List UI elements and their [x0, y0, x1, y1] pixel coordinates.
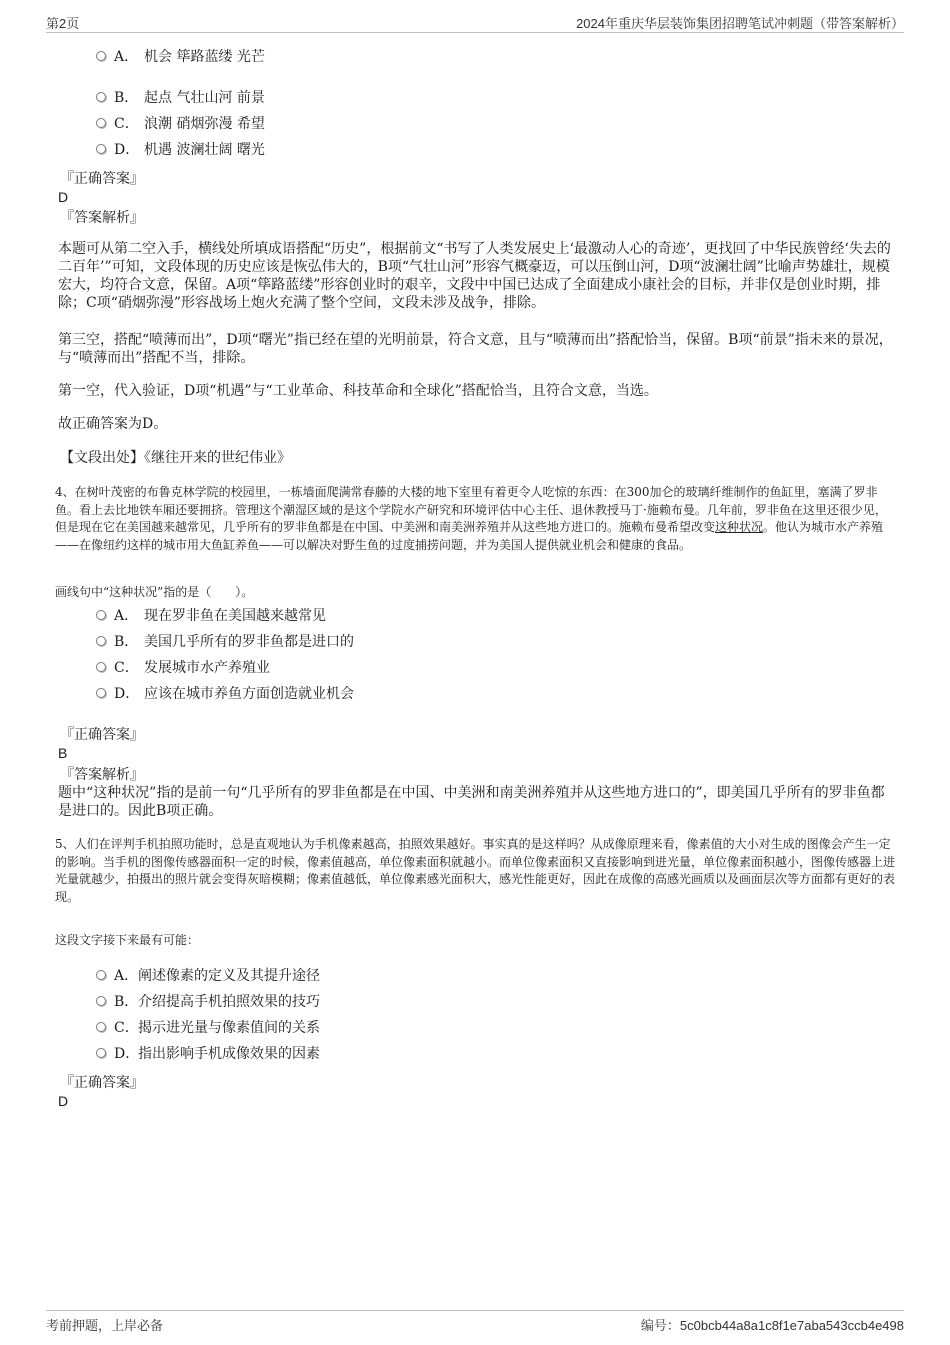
radio-icon[interactable] [96, 51, 106, 61]
footer-slogan: 考前押题，上岸必备 [46, 1318, 164, 1333]
q5-answer-label: 『正确答案』 [60, 1074, 144, 1090]
page-footer [46, 1310, 904, 1333]
q3-answer-label: 『正确答案』 [60, 170, 144, 186]
radio-icon[interactable] [96, 688, 106, 698]
q5-prompt: 这段文字接下来最有可能： [55, 933, 200, 947]
q4-option-a[interactable]: A． 现在罗非鱼在美国越来越常见 [96, 606, 326, 626]
document-id: 编号：5c0bcb44a8a1c8f1e7aba543ccb4e498 [640, 1318, 904, 1333]
radio-icon[interactable] [96, 1048, 106, 1058]
radio-icon[interactable] [96, 92, 106, 102]
q4-option-d[interactable]: D． 应该在城市养鱼方面创造就业机会 [96, 684, 354, 704]
q3-analysis-label: 『答案解析』 [60, 209, 144, 225]
q3-source: 【文段出处】《继往开来的世纪伟业》 [60, 450, 291, 466]
q4-answer: B [58, 745, 68, 761]
q3-analysis-paragraph: 故正确答案为D。 [58, 416, 168, 432]
q4-analysis-label: 『答案解析』 [60, 766, 144, 782]
q3-analysis-paragraph: 第一空，代入验证，D项“机遇”与“工业革命、科技革命和全球化”搭配恰当，且符合文意，当选。 [58, 383, 658, 399]
radio-icon[interactable] [96, 662, 106, 672]
radio-icon[interactable] [96, 610, 106, 620]
q3-option-c[interactable]: C． 浪潮 硝烟弥漫 希望 [96, 114, 265, 134]
radio-icon[interactable] [96, 970, 106, 980]
q3-option-a[interactable]: A． 机会 筚路蓝缕 光芒 [96, 47, 265, 67]
underlined-phrase: 这种状况 [715, 520, 764, 534]
q3-option-d[interactable]: D． 机遇 波澜壮阔 曙光 [96, 140, 265, 160]
q5-option-c[interactable]: C．揭示进光量与像素值间的关系 [96, 1018, 320, 1038]
radio-icon[interactable] [96, 636, 106, 646]
q3-analysis-paragraph: 第三空，搭配“喷薄而出”，D项“曙光”指已经在望的光明前景，符合文意，且与“喷薄而出”搭配恰当，保留。B项“前景”指未来的景况，与“喷薄而出”搭配不当，排除。 [58, 332, 893, 366]
q4-prompt: 画线句中“这种状况”指的是（ ）。 [55, 585, 254, 599]
q4-option-b[interactable]: B． 美国几乎所有的罗非鱼都是进口的 [96, 632, 354, 652]
page-number: 第2页 [46, 16, 80, 31]
document-title: 2024年重庆华层装饰集团招聘笔试冲刺题（带答案解析） [576, 16, 904, 31]
q5-answer: D [58, 1093, 69, 1109]
radio-icon[interactable] [96, 996, 106, 1006]
q5-option-a[interactable]: A．阐述像素的定义及其提升途径 [96, 966, 320, 986]
radio-icon[interactable] [96, 144, 106, 154]
q4-analysis: 题中“这种状况”指的是前一句“几乎所有的罗非鱼都是在中国、中美洲和南美洲养殖并从这些地方进口的”，即美国几乎所有的罗非鱼都是进口的。因此B项正确。 [58, 785, 885, 819]
q4-passage: 4、在树叶茂密的布鲁克林学院的校园里，一栋墙面爬满常春藤的大楼的地下室里有着更令人吃惊的东西：在300加仑的玻璃纤维制作的鱼缸里，塞满了罗非鱼。看上去比地铁车厢还要拥挤。管理这个潮湿区域的是这个学院水产研究和环境评估中心主任、退休教授马丁·施赖布曼。几年前，罗非鱼在这里还很少见，但是现在它在美国越来越常见，几乎所有的罗非鱼都是在中国、中美洲和南美洲养殖并从这些地方进口的。施赖布曼希望改变这种状况。他认为城市水产养殖——在像纽约这样的城市用大鱼缸养鱼——可以解决对野生鱼的过度捕捞问题，并为美国人提供就业机会和健康的食品。 [55, 485, 887, 552]
q4-option-c[interactable]: C． 发展城市水产养殖业 [96, 658, 270, 678]
q5-option-d[interactable]: D．指出影响手机成像效果的因素 [96, 1044, 320, 1064]
radio-icon[interactable] [96, 118, 106, 128]
q4-answer-label: 『正确答案』 [60, 726, 144, 742]
q3-answer: D [58, 189, 69, 205]
q5-passage: 5、人们在评判手机拍照功能时，总是直观地认为手机像素越高，拍照效果越好。事实真的是这样吗？从成像原理来看，像素值的大小对生成的图像会产生一定的影响。当手机的图像传感器面积一定的时候，像素值越高，单位像素面积就越小。而单位像素面积又直接影响到进光量，单位像素面积越小，图像传感器上进光量就越少，拍摄出的照片就会变得灰暗模糊；像素值越低，单位像素感光面积大，感光性能更好，因此在成像的高感光画质以及画面层次等方面都有更好的表现。 [55, 837, 896, 904]
q5-option-b[interactable]: B．介绍提高手机拍照效果的技巧 [96, 992, 320, 1012]
q3-analysis-paragraph: 本题可从第二空入手，横线处所填成语搭配“历史”，根据前文“书写了人类发展史上‘最激动人心的奇迹’，更找回了中华民族曾经‘失去的二百年’”可知，文段体现的历史应该是恢弘伟大的，B项“气壮山河”形容气概豪迈，可以压倒山河，D项“波澜壮阔”比喻声势雄壮，规模宏大，均符合文意，保留。A项“筚路蓝缕”形容创业时的艰辛，文段中中国已达成了全面建成小康社会的目标，并非仅是创业时期，排除；C项“硝烟弥漫”形容战场上炮火充满了整个空间，文段未涉及战争，排除。 [58, 241, 891, 311]
page-header [46, 10, 904, 33]
radio-icon[interactable] [96, 1022, 106, 1032]
q3-option-b[interactable]: B． 起点 气壮山河 前景 [96, 88, 265, 108]
